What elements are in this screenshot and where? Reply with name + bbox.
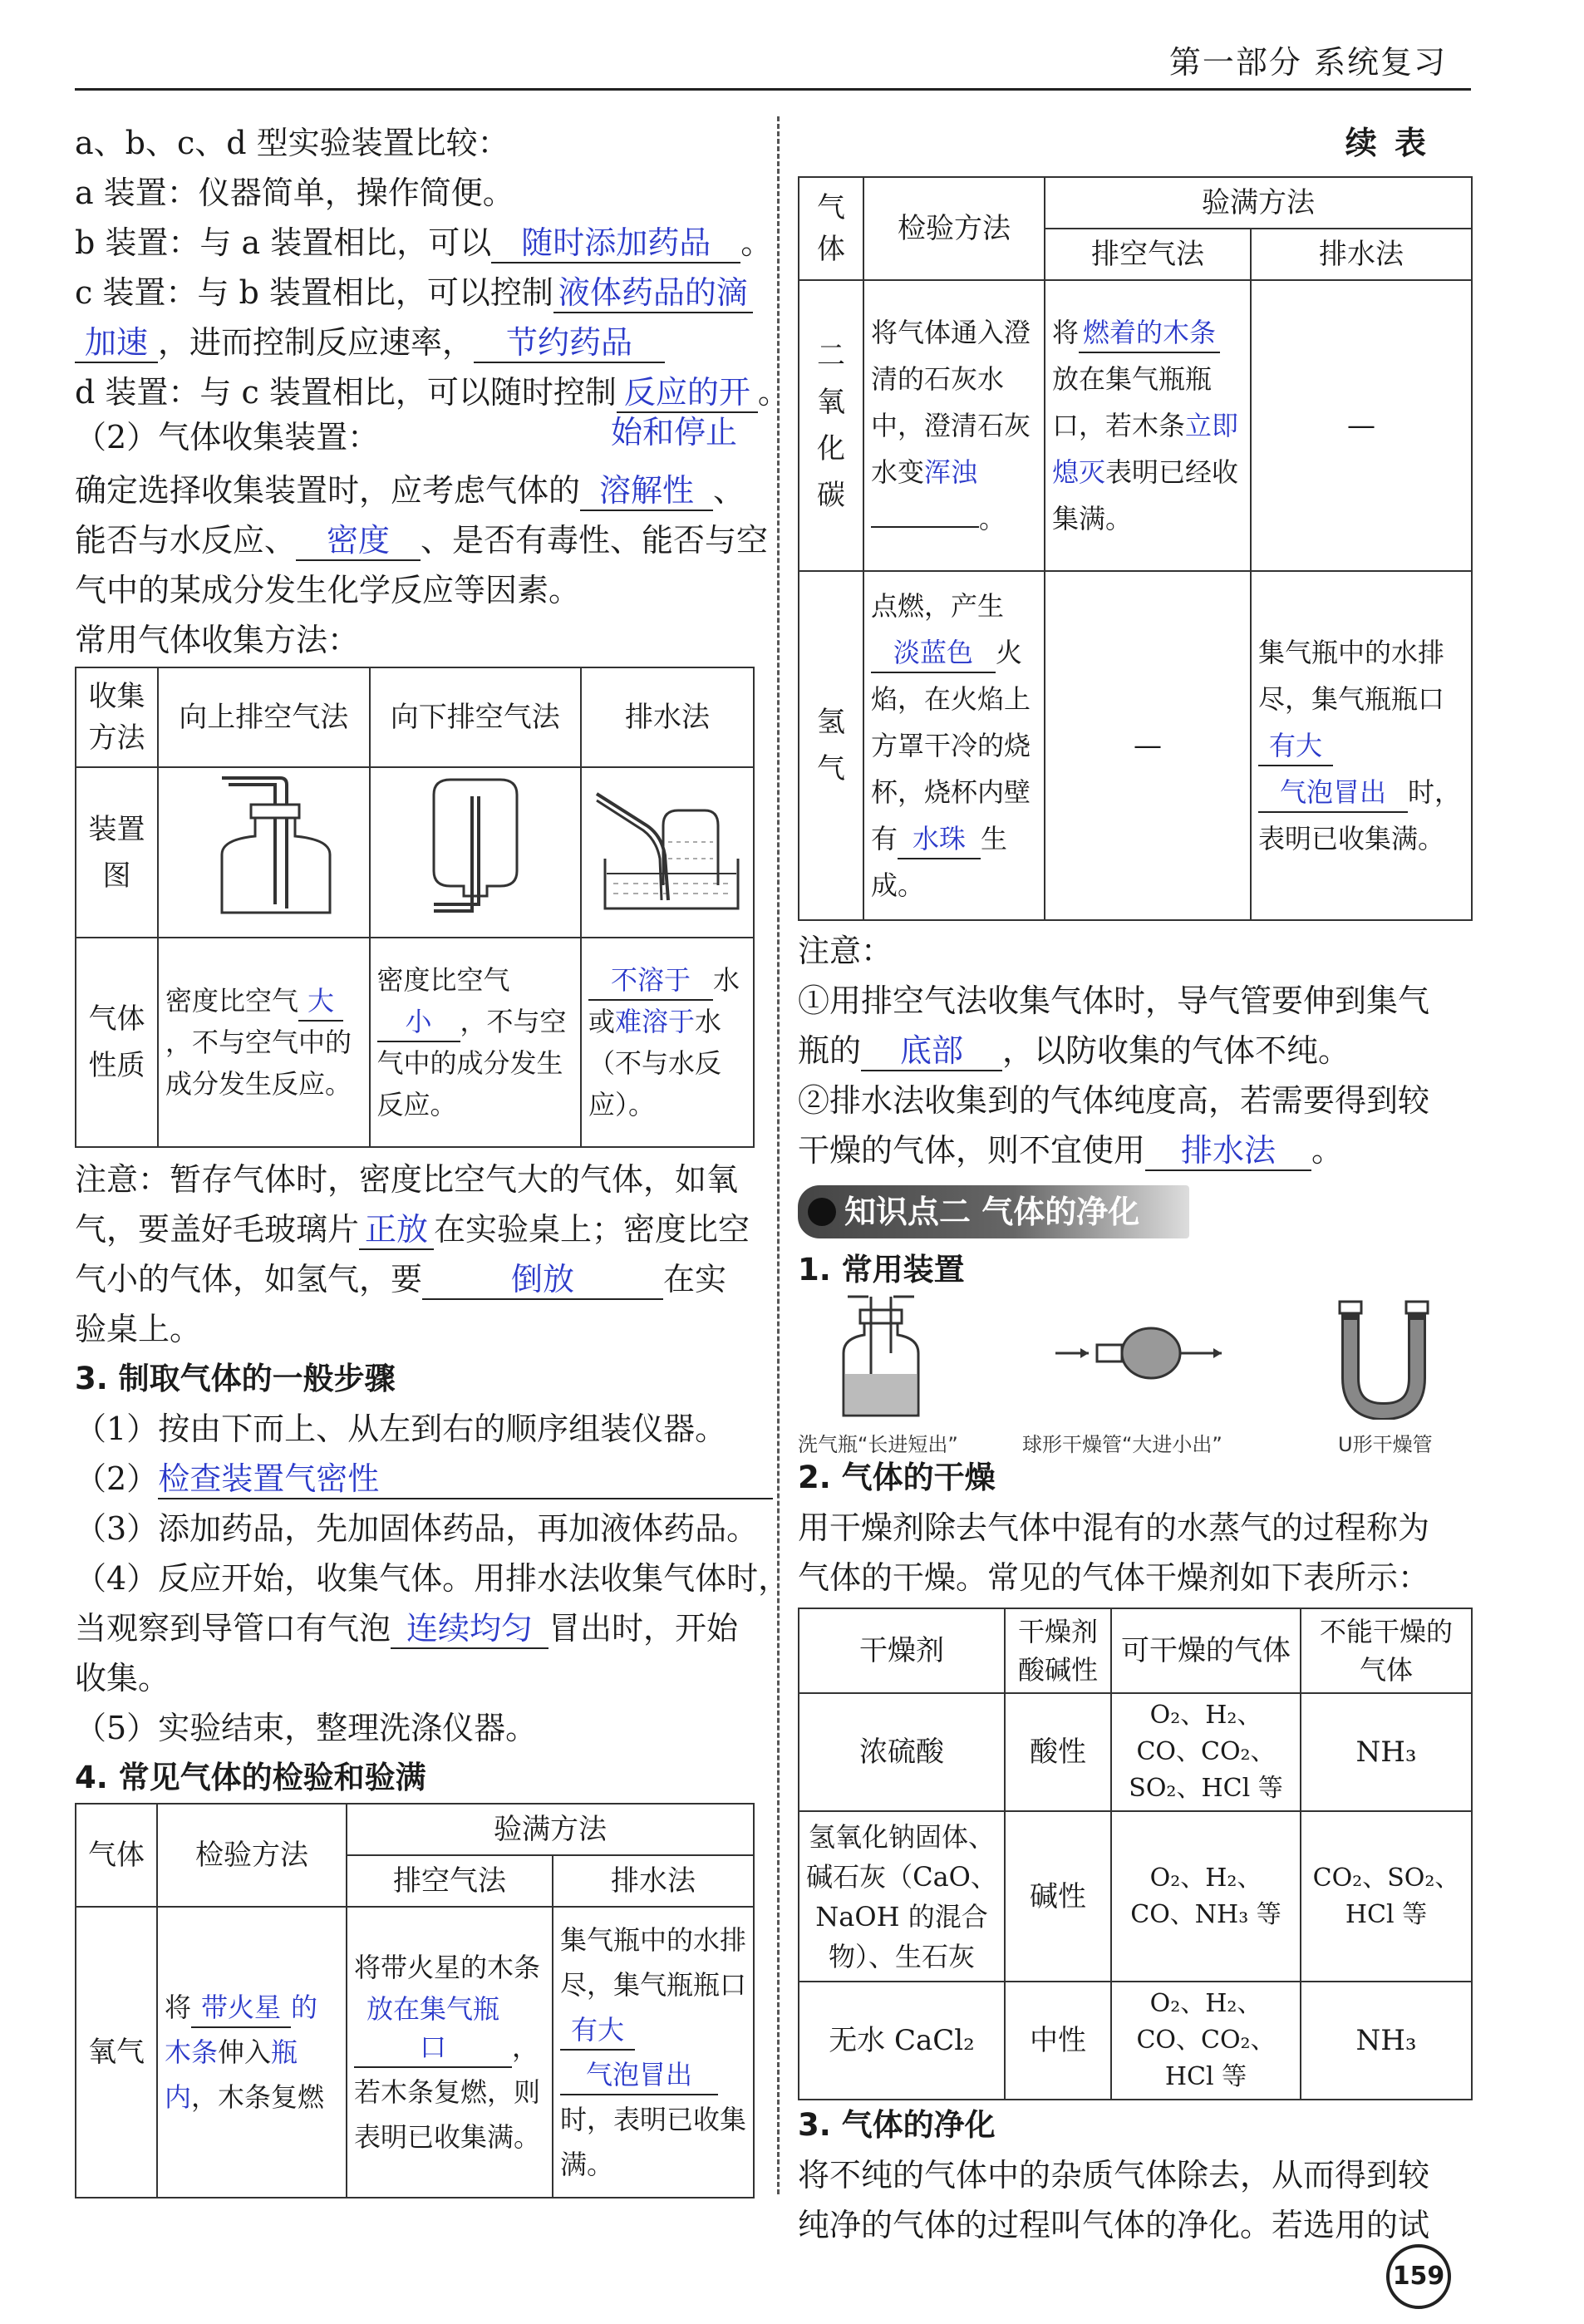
- desiccant-r1-c2: 酸性: [1005, 1693, 1111, 1811]
- step-3: （3）添加药品，先加固体药品，再加液体药品。: [75, 1510, 759, 1547]
- desiccant-r3-c2: 中性: [1005, 1982, 1111, 2100]
- dry-p1: 用干燥剂除去气体中混有的水蒸气的过程称为: [798, 1509, 1430, 1546]
- note-1a: ①用排空气法收集气体时，导气管要伸到集气: [798, 982, 1430, 1019]
- downward-property-answer: 小: [377, 1002, 460, 1042]
- co2-air-post: 表明已经收集满。: [1052, 456, 1239, 534]
- co2-label: 二氧化碳: [799, 280, 863, 571]
- th-air: 排空气法: [347, 1855, 553, 1907]
- desiccant-r3-c1: 无水 CaCl₂: [799, 1982, 1005, 2100]
- th-full: 验满方法: [347, 1804, 754, 1855]
- d-text: d 装置：与 c 装置相比，可以随时控制: [75, 374, 617, 411]
- purify-p2: 纯净的气体的过程叫气体的净化。若选用的试: [798, 2207, 1430, 2243]
- device-label-2: 球形干燥管“大进小出”: [1022, 1433, 1222, 1456]
- c-line-2: [75, 318, 756, 367]
- note-2b: [798, 1125, 1475, 1175]
- h2-test: [863, 571, 1045, 920]
- flask-icon: [808, 1198, 836, 1226]
- co2-air: [1045, 280, 1251, 571]
- dry-p2: 气体的干燥。常见的气体干燥剂如下表所示：: [798, 1559, 1430, 1596]
- oxygen-test-answer-2: 的木条: [165, 1992, 318, 2068]
- h2-test-text: 点燃，产生: [871, 590, 1005, 622]
- oxygen-water-answer-2: 气泡冒出: [560, 2056, 718, 2095]
- water-displacement-apparatus-icon: [588, 775, 746, 917]
- th-water-2: 排水法: [553, 1855, 754, 1907]
- co2-air-text: 将: [1052, 317, 1080, 348]
- note-title: 注意：: [798, 933, 893, 969]
- spherical-drying-tube-icon: [1055, 1320, 1222, 1386]
- water-property-answer-1: 不溶于: [588, 961, 713, 1001]
- note-1b: [798, 1026, 1475, 1076]
- dry-title: 2. 气体的干燥: [798, 1460, 996, 1495]
- downward-property-text: 密度比空气: [376, 964, 510, 996]
- collect-p2-post: 、是否有毒性、能否与空: [421, 522, 769, 559]
- th-gas: 气体: [76, 1804, 157, 1907]
- desiccant-r3-c4: NH₃: [1301, 1982, 1472, 2100]
- test-title: 4. 常见气体的检验和验满: [75, 1760, 426, 1795]
- desiccant-r2-c2: 碱性: [1005, 1811, 1111, 1982]
- downward-displacement-apparatus-icon: [401, 771, 550, 921]
- storage-note-text: 注意：暂存气体时，密度比空气大的气体，如氧气，要盖好毛玻璃片: [75, 1161, 739, 1248]
- storage-answer-2: 倒放: [422, 1260, 663, 1300]
- step-2-text: （2）: [75, 1460, 159, 1497]
- continued-test-table: [798, 176, 1473, 921]
- c-answer-1: 液体药品的滴: [553, 273, 753, 313]
- h2-test-post: 生成。: [871, 823, 1008, 901]
- continued-title: 续 表: [1345, 125, 1429, 161]
- collect-p2: [75, 515, 769, 565]
- step-4b-post: 冒出时，开始: [548, 1610, 739, 1647]
- downward-property: [370, 938, 581, 1147]
- co2-test-answer: 浑浊: [924, 456, 978, 488]
- h2-water-text: 集气瓶中的水排尽，集气瓶瓶口: [1258, 637, 1445, 715]
- device-label-1: 洗气瓶“长进短出”: [798, 1433, 958, 1456]
- oxygen-test-text: 将: [165, 1992, 192, 2023]
- co2-air-answer-2: 立即熄灭: [1052, 410, 1239, 488]
- co2-test-text: 将气体通入澄清的石灰水中，澄清石灰水变: [871, 317, 1031, 488]
- column-divider: [777, 116, 780, 2194]
- table-row: [799, 1693, 1472, 1811]
- water-property-answer-2: 难溶于: [615, 1006, 696, 1037]
- a-line: a 装置：仪器简单，操作简便。: [75, 175, 514, 211]
- th-air-r: 排空气法: [1045, 229, 1251, 280]
- th-gas-r: 气体: [799, 177, 863, 280]
- step-4b: [75, 1603, 756, 1653]
- desiccant-r1-c1: 浓硫酸: [799, 1693, 1005, 1811]
- collection-method-table: [75, 667, 755, 1148]
- oxygen-test-mid: 伸入: [218, 2036, 272, 2068]
- step-1: （1）按由下而上、从左到右的顺序组装仪器。: [75, 1411, 727, 1447]
- row-label-property: 气体性质: [76, 938, 158, 1147]
- collect-p2-text: 能否与水反应、: [75, 522, 297, 559]
- h2-air: —: [1045, 571, 1251, 920]
- u-drying-tube-icon: [1338, 1295, 1429, 1420]
- desiccant-r2-c4: CO₂、SO₂、HCl 等: [1301, 1811, 1472, 1982]
- oxygen-water-text: 集气瓶中的水排尽，集气瓶瓶口: [560, 1924, 747, 2001]
- th-upward: 向上排空气法: [158, 667, 369, 767]
- oxygen-air-text: 将带火星的木条: [354, 1952, 541, 1983]
- c-line: [75, 268, 756, 318]
- upward-property: [158, 938, 369, 1147]
- b-answer: 随时添加药品: [491, 224, 740, 263]
- h2-test-answer-1: 淡蓝色: [871, 633, 996, 673]
- knowledge-point-badge: [798, 1185, 1189, 1238]
- d-line: d 装置：与 c 装置相比，可以随时控制 反应的开 。: [75, 367, 756, 417]
- collect-p1: 确定选择收集装置时，应考虑气体的 溶解性 、: [75, 465, 756, 515]
- h2-test-mid: 火焰，在火焰上方罩干冷的烧杯，烧杯内壁有: [871, 637, 1031, 854]
- oxygen-water: [553, 1907, 754, 2198]
- th-test-r: 检验方法: [863, 177, 1045, 280]
- step-4-answer: 连续均匀: [391, 1609, 548, 1649]
- device-label-3: U形干燥管: [1338, 1433, 1433, 1456]
- table-row: [799, 1982, 1472, 2100]
- upward-property-text: 密度比空气: [165, 985, 299, 1017]
- co2-air-mid: 放在集气瓶瓶口，若木条: [1052, 363, 1213, 441]
- th-method: 收集方法: [76, 667, 158, 767]
- table-row: [799, 1811, 1472, 1982]
- desiccant-th-3: 可干燥的气体: [1111, 1608, 1301, 1693]
- h2-water: [1251, 571, 1472, 920]
- steps-title: 3. 制取气体的一般步骤: [75, 1361, 396, 1396]
- storage-note-mid: 在实验桌上；密度比空气小的气体，如氢气，要: [75, 1211, 750, 1297]
- purify-title: 3. 气体的净化: [798, 2107, 996, 2143]
- note-1b-text: 瓶的: [798, 1032, 862, 1069]
- oxygen-water-answer-1: 有大: [560, 2011, 635, 2051]
- co2-test-post: 。: [979, 503, 1006, 534]
- upward-displacement-apparatus-icon: [189, 771, 338, 921]
- desiccant-th-1: 干燥剂: [799, 1608, 1005, 1693]
- c-answer-2: 加速: [75, 323, 158, 363]
- water-apparatus-cell: [581, 767, 754, 938]
- water-property: [581, 938, 754, 1147]
- th-test: 检验方法: [157, 1804, 347, 1907]
- oxygen-air-answer: 放在集气瓶口: [354, 1990, 512, 2068]
- collect-title: （2）气体收集装置：: [75, 419, 380, 455]
- desiccant-th-4: 不能干燥的气体: [1301, 1608, 1472, 1693]
- downward-apparatus-cell: [370, 767, 581, 938]
- collect-answer-1: 溶解性: [580, 471, 713, 511]
- desiccant-th-2: 干燥剂酸碱性: [1005, 1608, 1111, 1693]
- oxygen-test-post: ，木条复燃: [191, 2081, 325, 2113]
- step-5: （5）实验结束，整理洗涤仪器。: [75, 1710, 538, 1746]
- devices-figure: [798, 1295, 1475, 1456]
- desiccant-r2-c3: O₂、H₂、CO、NH₃ 等: [1111, 1811, 1301, 1982]
- c-mid-text: ，进而控制反应速率，: [158, 324, 475, 361]
- h2-water-answer-2: 气泡冒出: [1258, 773, 1408, 813]
- oxygen-label: 氧气: [76, 1907, 157, 2198]
- oxygen-test: [157, 1907, 347, 2198]
- upward-property-answer: 大: [298, 982, 343, 1022]
- page-number: 159: [1386, 2244, 1451, 2309]
- co2-water: —: [1251, 280, 1472, 571]
- storage-answer-1: 正放: [359, 1210, 434, 1250]
- step-2-answer: 检查装置气密性: [158, 1460, 773, 1499]
- th-full-r: 验满方法: [1045, 177, 1472, 229]
- desiccant-r1-c3: O₂、H₂、CO、CO₂、SO₂、HCl 等: [1111, 1693, 1301, 1811]
- storage-note-post: 在实验桌上。: [75, 1261, 727, 1347]
- left-column: [75, 118, 790, 2198]
- storage-note: [75, 1155, 756, 1354]
- d-line-2: [75, 414, 756, 455]
- oxygen-air: [347, 1907, 553, 2198]
- note-2b-post: 。: [1311, 1132, 1344, 1169]
- oxygen-test-answer-3: 瓶内: [165, 2036, 298, 2113]
- co2-test-blank: [871, 526, 979, 528]
- oxygen-air-post: ，若木条复燃，则表明已收集满。: [354, 2031, 541, 2153]
- note-1b-post: ，以防收集的气体不纯。: [1002, 1032, 1350, 1069]
- co2-air-answer-1: 燃着的木条: [1079, 313, 1220, 353]
- oxygen-test-table: [75, 1803, 755, 2198]
- b-line: b 装置：与 a 装置相比，可以 随时添加药品 。: [75, 218, 756, 268]
- row-label-device: 装置图: [76, 767, 158, 938]
- knowledge-point-banner: [798, 1185, 1475, 1240]
- d-answer-2: 始和停止: [611, 414, 738, 451]
- knowledge-point-title: 知识点二 气体的净化: [844, 1194, 1140, 1230]
- note-2b-text: 干燥的气体，则不宜使用: [798, 1132, 1146, 1169]
- header-rule: [75, 88, 1471, 91]
- th-water-r: 排水法: [1251, 229, 1472, 280]
- c-text: c 装置：与 b 装置相比，可以控制: [75, 274, 553, 311]
- section-header: 第一部分 系统复习: [1168, 44, 1447, 81]
- h2-water-post: 时，表明已收集满。: [1258, 776, 1462, 854]
- d-answer-1: 反应的开: [617, 373, 758, 413]
- compare-title: a、b、c、d 型实验装置比较：: [75, 125, 509, 161]
- co2-test: [863, 280, 1045, 571]
- th-downward: 向下排空气法: [370, 667, 581, 767]
- step-4c: 收集。: [75, 1660, 170, 1696]
- note-1-answer: 底部: [861, 1032, 1002, 1071]
- note-2a: ②排水法收集到的气体纯度高，若需要得到较: [798, 1082, 1430, 1119]
- h2-water-answer-1: 有大: [1258, 726, 1333, 766]
- upward-apparatus-cell: [158, 767, 369, 938]
- desiccant-r2-c1: 氢氧化钠固体、碱石灰（CaO、NaOH 的混合物）、生石灰: [799, 1811, 1005, 1982]
- step-4a: （4）反应开始，收集气体。用排水法收集气体时，: [75, 1560, 790, 1597]
- right-column: [798, 118, 1475, 2250]
- purify-p1: 将不纯的气体中的杂质气体除去，从而得到较: [798, 2157, 1430, 2194]
- devices-title: 1. 常用装置: [798, 1252, 965, 1288]
- desiccant-table: [798, 1608, 1473, 2100]
- desiccant-r3-c3: O₂、H₂、CO、CO₂、HCl 等: [1111, 1982, 1301, 2100]
- oxygen-test-answer-1: 带火星: [191, 1988, 291, 2028]
- c-answer-3: 节约药品: [474, 323, 665, 363]
- collect-p3: 气中的某成分发生化学反应等因素。: [75, 572, 581, 608]
- desiccant-r1-c4: NH₃: [1301, 1693, 1472, 1811]
- step-4b-text: 当观察到导管口有气泡: [75, 1610, 391, 1647]
- upward-property-post: ，不与空气中的成分发生反应。: [165, 1027, 352, 1100]
- water-property-mid: 水或: [588, 964, 740, 1037]
- step-2: [75, 1454, 756, 1504]
- note-2-answer: 排水法: [1145, 1131, 1311, 1171]
- h2-test-answer-2: 水珠: [898, 820, 981, 859]
- b-text: b 装置：与 a 装置相比，可以: [75, 224, 492, 261]
- oxygen-water-post: 时，表明已收集满。: [560, 2104, 747, 2180]
- gas-washing-bottle-icon: [831, 1295, 931, 1420]
- collect-answer-2: 密度: [296, 521, 421, 561]
- th-water: 排水法: [581, 667, 754, 767]
- collect-p1-text: 确定选择收集装置时，应考虑气体的: [75, 472, 581, 509]
- downward-property-post: ，不与空气中的成分发生反应。: [376, 1006, 567, 1120]
- method-title: 常用气体收集方法：: [75, 622, 360, 658]
- h2-label: 氢气: [799, 571, 863, 920]
- water-property-post: 水（不与水反应）。: [588, 1006, 722, 1120]
